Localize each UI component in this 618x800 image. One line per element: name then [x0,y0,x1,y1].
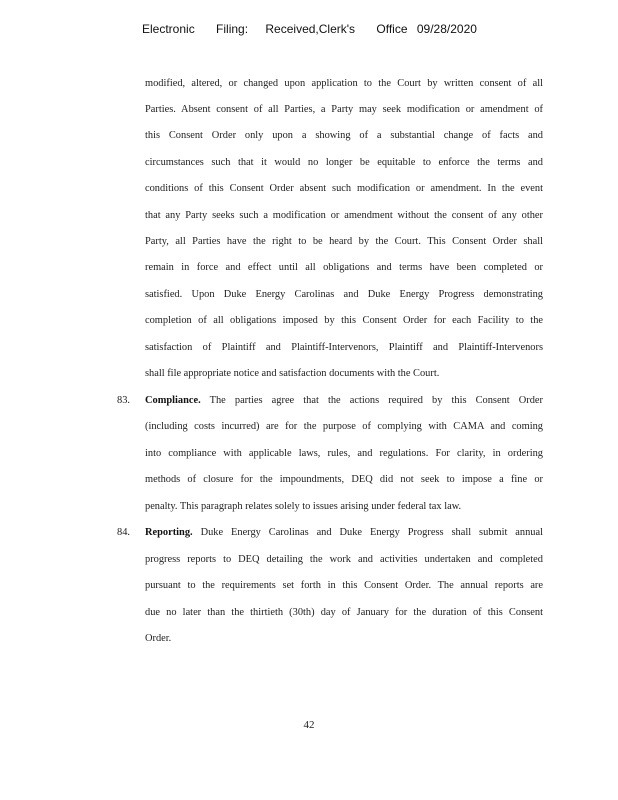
filing-header [142,22,477,36]
text-line: Party, all Parties have the right to be heard by the Court. This Consent Order shall [145,236,543,247]
text-line: satisfaction of Plaintiff and Plaintiff-Intervenors, Plaintiff and Plaintiff-Intervenors [145,342,543,353]
paragraph-heading: Compliance. [145,395,201,406]
header-received: Received,Clerk's [265,22,356,36]
text-line: that any Party seeks such a modification or amendment without the consent of any other [145,210,543,221]
paragraph-first-line: The parties agree that the actions required by this Consent Order [200,395,543,406]
text-line: pursuant to the requirements set forth in this Consent Order. The annual reports are [145,580,543,591]
text-line: (including costs incurred) are for the purpose of complying with CAMA and coming [145,421,543,432]
text-line: due no later than the thirtieth (30th) day of January for the duration of this Consent [145,607,543,618]
text-line: Order. [145,633,172,644]
header-filing: Filing: [216,22,249,36]
header-electronic: Electronic [142,22,195,36]
text-line: circumstances such that it would no longer be equitable to enforce the terms and [145,157,543,168]
paragraph-number: 83. [117,395,130,406]
text-line: penalty. This paragraph relates solely to issues arising under federal tax law. [145,501,462,512]
text-line: progress reports to DEQ detailing the work and activities undertaken and completed [145,554,543,565]
text-line: completion of all obligations imposed by this Consent Order for each Facility to the [145,315,543,326]
header-office: Office [376,22,408,36]
text-line [145,394,543,408]
text-line: modified, altered, or changed upon application to the Court by written consent of all [145,78,543,89]
text-line: remain in force and effect until all obligations and terms have been completed or [145,262,543,273]
text-line: this Consent Order only upon a showing of a substantial change of facts and [145,130,543,141]
paragraph-heading: Reporting. [145,527,193,538]
text-line: into compliance with applicable laws, rules, and regulations. For clarity, in ordering [145,448,543,459]
text-line: conditions of this Consent Order absent such modification or amendment. In the event [145,183,543,194]
text-line [145,526,543,540]
page-number: 42 [303,719,315,731]
paragraph-number: 84. [117,527,130,538]
text-line: shall file appropriate notice and satisfaction documents with the Court. [145,368,440,379]
paragraph-first-line: Duke Energy Carolinas and Duke Energy Progress shall submit annual [192,527,543,538]
text-line: satisfied. Upon Duke Energy Carolinas and Duke Energy Progress demonstrating [145,289,543,300]
text-line: methods of closure for the impoundments, DEQ did not seek to impose a fine or [145,474,543,485]
text-line: Parties. Absent consent of all Parties, a Party may seek modification or amendment of [145,104,543,115]
header-date: 09/28/2020 [416,22,477,36]
